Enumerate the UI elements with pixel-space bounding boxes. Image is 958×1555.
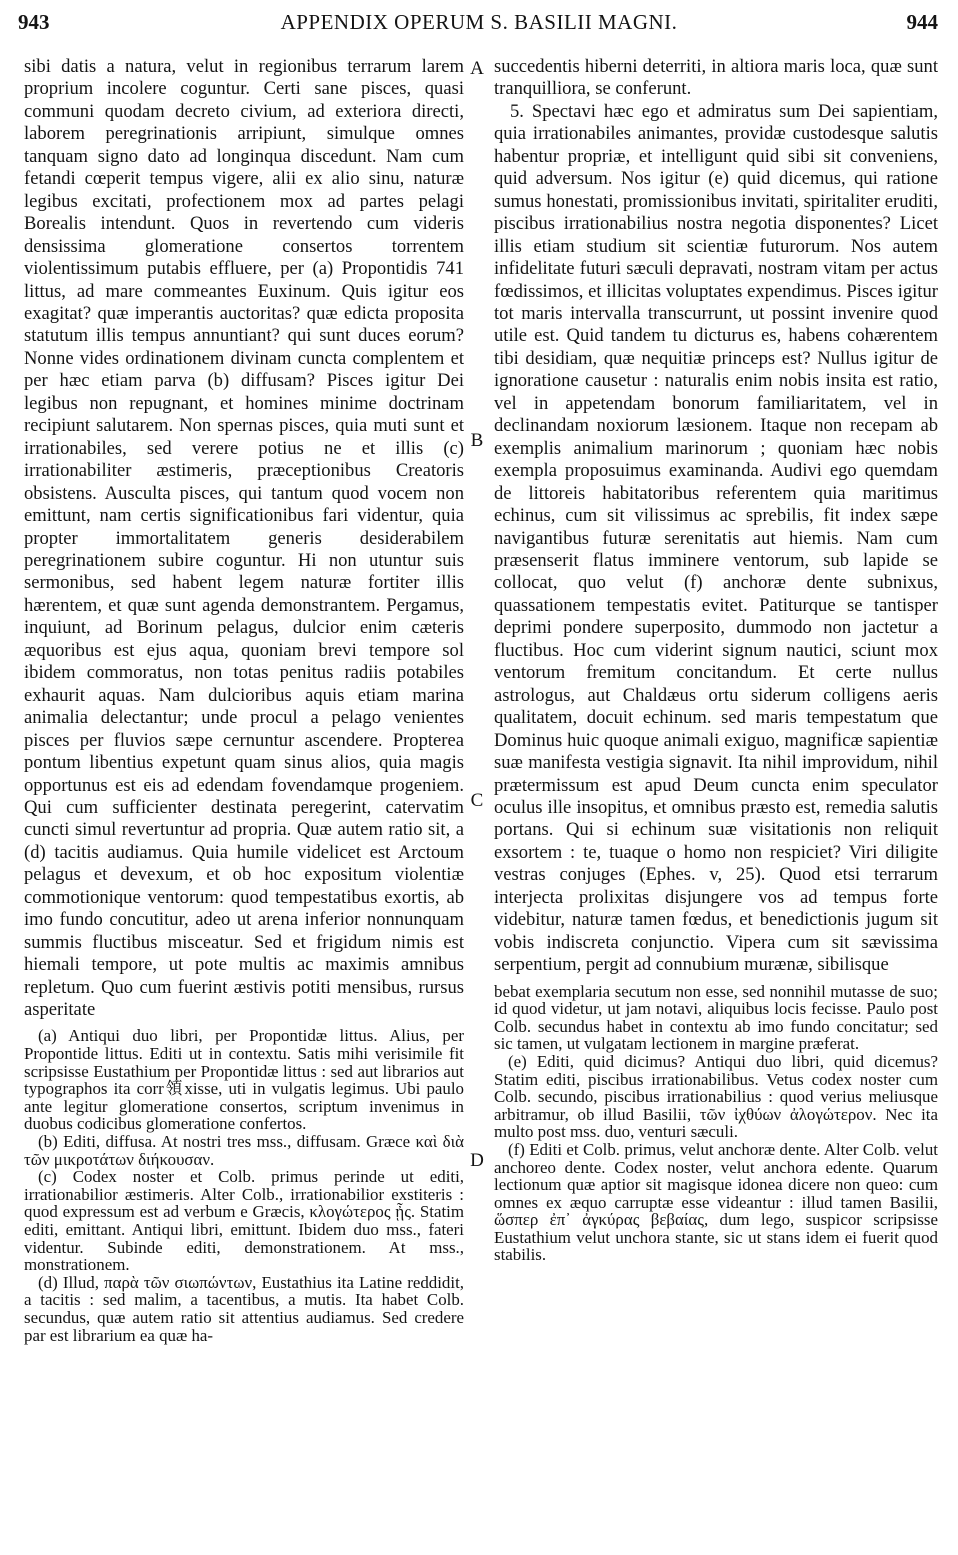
running-title: APPENDIX OPERUM S. BASILII MAGNI. (280, 10, 678, 34)
footnote-a: (a) Antiqui duo libri, per Propontidæ littus. Alius, per Propontide littus. Editi ut in contextu. Satis mihi verisimile fit scripsisse Eustathium per Propontidæ littus : sed aut librarios aut typographos ita corr領xisse, uti in vulgatis legimus. Ubi paulo ante legitur glomeratione consertos, scriptum invenimus in duobus codicibus glomeratione confertos. (24, 1026, 464, 1134)
left-body-text: sibi datis a natura, velut in regionibus terrarum larem proprium incolere coguntur. Certi sane pisces, quasi communi quodam decreto civium, ad exteriora directi, laborem peregrinationis arripiunt, simulque omnes tanquam signo dato ad longinqua discedunt. Nam cum fetandi cœperit tempus vigere, alii ex alio sinu, naturæ legibus excitati, profectionem mox ad partes pelagi Borealis intendunt. Quos in revertendo cum videris densissima glomeratione consertos torrentem violentissimum putabis effluere, per (a) Propontidis 741 littus, ad mare commeantes Euxinum. Quis igitur eos exagitat? quæ imperantis auctoritas? quæ edicta proposita statutum illis tempus annuntiant? qui sunt duces eorum? Nonne vides ordinationem divinam cuncta complentem et per hæc etiam parva (b) diffusam? Pisces igitur Dei legibus non repugnant, et homines minime doctrinam recipiunt salutarem. Non spernas pisces, quia muti sunt et irrationabiles, sed verere potius ne et illis (c) irrationabiliter æstimeris, præceptionibus Creatoris obsistens. Ausculta pisces, qui tantum quod vocem non emittunt, nam certis significationibus fari videntur, quia propter immortalitatem generis desiderabilem peregrinationem subire coguntur. Hi non utuntur suis sermonibus, sed habent legem naturæ fortiter illis hærentem, et quæ sunt agenda demonstrantem. Pergamus, inquiunt, ad Borinum pelagus, dulcior enim cæteris æquoribus est ejus aqua, quoniam brevi tempore sol ibidem commoratus, non totas penitus radiis potabiles exhaurit aquas. Nam dulcioribus aquis etiam marina animalia delectantur; unde procul a pelago venientes pisces per fluvios sæpe cernuntur ascendere. Propterea pontum libentius expetunt quam sinus alios, quia magis opportunus est eis ad edendam fovendamque progeniem. Qui cum sufficienter destinata peregerint, catervatim cuncti simul revertuntur ad propria. Quæ autem ratio sit, a (d) tacitis audiamus. Quia humile videlicet est Arctoum pelagus et devexum, et ob hoc expositum violentiæ commotionique ventorum: quod tempestatibus exortis, ab imo fundo concutitur, adeo ut arena inferior nonnunquam summis fluctibus misceatur. Sed et frigidum nimis est hiemali tempore, ut pote multis ac maximis amnibus repletum. Quo cum fuerint æstivis potiti mensibus, rursus asperitate (24, 56, 464, 1021)
right-page-number: 944 (906, 10, 938, 34)
margin-marker-d: D (470, 1150, 484, 1171)
footnote-c: (c) Codex noster et Colb. primus perinde ut editi, irrationabilior æstimeris. Alter Colb., irrationabilior exstiteris : quod expressum est ad verbum e Græcis, κλογώτερος ᾖς. Statim editi, emittant. Antiqui libri, emittunt. Ibidem duo mss., fateri videntur. Subinde editi, demonstrationem. At mss., monstrationem. (24, 1167, 464, 1275)
margin-marker-a: A (470, 58, 484, 79)
left-page-number: 943 (18, 10, 50, 34)
footnote-f: (f) Editi et Colb. primus, velut anchoræ dente. Alter Colb. velut anchoreo dente. Codex noster, velut anchora edente. Quarum lectionum quæ aptior sit magisque idonea dicere non queo: cum omnes ex æquo carruptæ esse videantur : illud tamen Basilii, ὥσπερ ἐπ᾽ ἀγκύρας βεβαίας, dum lego, suspicor scripsisse Eustathium velut unchora stante, sic ut stans idem ei fuerit quod stabilis. (494, 1139, 938, 1265)
right-footnotes (494, 983, 938, 1265)
left-column (24, 56, 464, 1344)
running-head (0, 0, 958, 44)
right-column (494, 56, 938, 1264)
footnote-d: (d) Illud, παρὰ τῶν σιωπώντων, Eustathius ita Latine reddidit, a tacitis : sed malim, a tacentibus, a mutis. Ita habet Colb. secundus, quæ autem ratio sit attentius audiamus. Sed credere par est librarium ea quæ ha- (24, 1272, 464, 1345)
footnote-e: (e) Editi, quid dicimus? Antiqui duo libri, quid dicemus? Statim editi, piscibus irrationabilibus. Vetus codex noster cum Colb. secundo, piscibus irrationabilius : quod verius meliusque arbitramur, ob illud Basilii, τῶν ἰχθύων ἀλογώτερον. Nec ita multo post mss. duo, venturi sæculi. (494, 1051, 938, 1142)
left-footnotes (24, 1027, 464, 1344)
right-body-section-5: 5. Spectavi hæc ego et admiratus sum Dei sapientiam, quia irrationabiles animantes, providæ custodesque salutis habentur propriæ, et intelligunt quid sibi sit conveniens, quid adversum. Nos igitur (e) quid dicemus, qui ratione sumus honestati, promissionibus invitati, spiritaliter eruditi, piscibus irrationabilius nostra negotia disponentes? Licet illis etiam studium sit scientiæ futurorum. Nos autem infidelitate futuri sæculi depravati, nostram vitam per actus fœdissimos, et illicitas voluptates expendimus. Pisces igitur tot maris intervalla transcurrunt, ut possint invenire quod utile est. Quid tandem tu dicturus es, habens cohærentem tibi desidiam, quæ nequitiæ princeps est? Nullus igitur de ignoratione causetur : naturalis enim nobis insita est ratio, vel in appetendam bonorum familiaritatem, vel in declinandam noxiorum læsionem. Itaque non recepam ab exemplis animalium marinorum ; quoniam hæc nobis exempla proposuimus examinanda. Audivi ego quemdam de littoreis habitatoribus referentem quia maritimus echinus, cum sit vilissimus ac sprebilis, fit index sæpe navigantibus futuræ serenitatis aut hiemis. Nam cum præsenserit flatus imminere ventorum, sub lapide se collocat, quo velut (f) anchoræ dente subnixus, quassationem tempestatis evitet. Patiturque se tantisper deprimi pondere superposito, dummodo non jactetur a fluctibus. Hoc cum viderint signum nautici, sciunt mox ventorum fremitum concitandum. Et certe nullus astrologus, aut Chaldæus ortu siderum colligens aeris qualitatem, docuit echinum. sed maris tempestatum que Dominus huic quoque animali exiguo, magnificæ sapientiæ suæ manifesta vestigia signavit. Ita nihil improvidum, nihil prætermissum est apud Deum cuncta enim speculator oculus ille insopitus, et omnibus præsto est, remedia salutis portans. Qui si echinum suæ visitationis non reliquit exsortem : te, tuaque o homo non respiciet? Viri diligite vestras conjuges (Ephes. v, 25). Quod etsi terrarum interjecta prolixitas disjungere vos ad tempus forte videbitur, naturæ tamen fœdus, et benedictionis jugum sit vobis indiscreta conjunctio. Vipera cum sit sævissima serpentium, pergit ad connubium murænæ, sibilisque (494, 100, 938, 976)
left-body (24, 56, 464, 1021)
right-body-continuation: succedentis hiberni deterriti, in altiora maris loca, quæ sunt tranquilliora, se conferunt. (494, 56, 938, 100)
right-body (494, 56, 938, 977)
margin-marker-b: B (470, 430, 484, 451)
footnote-d-continuation: bebat exemplaria secutum non esse, sed nonnihil mutasse de suo; id quod videtur, ut jam notavi, aliquibus locis fecisse. Paulo post Colb. secundus habet in contextu ab imo fundo concitatur; sed sic tamen, ut vulgatam lectionem in margine præferat. (494, 981, 938, 1054)
footnote-b: (b) Editi, diffusa. At nostri tres mss., diffusam. Græce καὶ διὰ τῶν μικροτάτων διήκουσαν. (24, 1132, 464, 1169)
margin-marker-c: C (470, 790, 484, 811)
